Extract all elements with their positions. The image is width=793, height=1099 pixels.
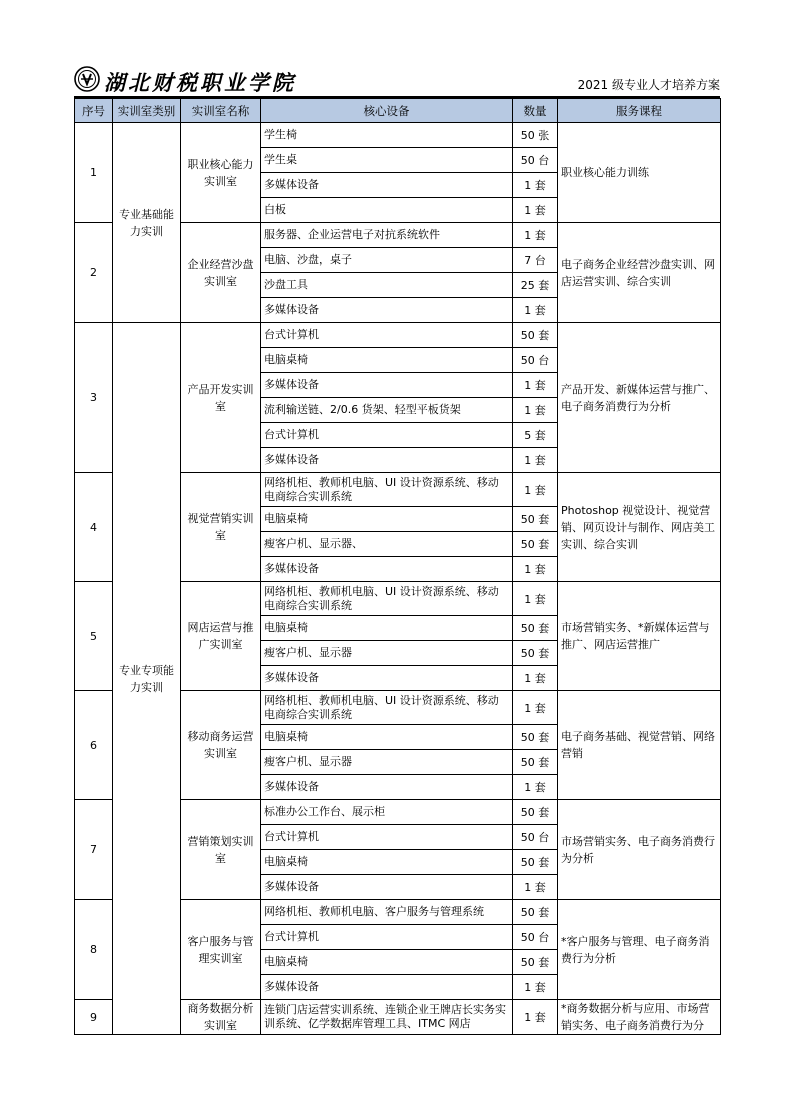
equipment-cell: 流利输送链、2/0.6 货架、轻型平板货架: [261, 398, 513, 423]
quantity-cell: 50 套: [513, 900, 558, 925]
room-name: 商务数据分析实训室: [181, 1000, 261, 1035]
equipment-cell: 多媒体设备: [261, 975, 513, 1000]
course-cell: 职业核心能力训练: [558, 123, 721, 223]
room-name: 移动商务运营实训室: [181, 691, 261, 800]
quantity-cell: 50 套: [513, 850, 558, 875]
quantity-cell: 50 套: [513, 641, 558, 666]
quantity-cell: 1 套: [513, 173, 558, 198]
quantity-cell: 50 套: [513, 507, 558, 532]
category-cell: 专业专项能力实训: [113, 323, 181, 1035]
equipment-cell: 多媒体设备: [261, 448, 513, 473]
quantity-cell: 1 套: [513, 198, 558, 223]
quantity-cell: 50 台: [513, 148, 558, 173]
column-header: 序号: [75, 99, 113, 123]
quantity-cell: 1 套: [513, 775, 558, 800]
course-cell: 电子商务企业经营沙盘实训、网店运营实训、综合实训: [558, 223, 721, 323]
equipment-cell: 台式计算机: [261, 423, 513, 448]
equipment-cell: 网络机柜、教师机电脑、UI 设计资源系统、移动电商综合实训系统: [261, 582, 513, 616]
table-row: [75, 323, 721, 348]
quantity-cell: 1 套: [513, 1000, 558, 1035]
row-number: 9: [75, 1000, 113, 1035]
row-number: 6: [75, 691, 113, 800]
room-name: 产品开发实训室: [181, 323, 261, 473]
equipment-cell: 多媒体设备: [261, 298, 513, 323]
quantity-cell: 25 套: [513, 273, 558, 298]
training-room-table: [74, 98, 721, 1035]
room-name: 企业经营沙盘实训室: [181, 223, 261, 323]
school-logo-icon: [74, 66, 100, 92]
quantity-cell: 50 台: [513, 925, 558, 950]
equipment-cell: 瘦客户机、显示器、: [261, 532, 513, 557]
column-header: 核心设备: [261, 99, 513, 123]
course-cell: 电子商务基础、视觉营销、网络营销: [558, 691, 721, 800]
equipment-cell: 电脑桌椅: [261, 507, 513, 532]
row-number: 4: [75, 473, 113, 582]
table-header-row: [75, 99, 721, 123]
quantity-cell: 50 台: [513, 825, 558, 850]
quantity-cell: 1 套: [513, 975, 558, 1000]
school-name: 湖北财税职业学院: [104, 70, 296, 95]
equipment-cell: 网络机柜、教师机电脑、UI 设计资源系统、移动电商综合实训系统: [261, 473, 513, 507]
quantity-cell: 50 套: [513, 800, 558, 825]
row-number: 1: [75, 123, 113, 223]
quantity-cell: 1 套: [513, 557, 558, 582]
quantity-cell: 1 套: [513, 691, 558, 725]
quantity-cell: 50 套: [513, 532, 558, 557]
equipment-cell: 服务器、企业运营电子对抗系统软件: [261, 223, 513, 248]
equipment-cell: 电脑桌椅: [261, 725, 513, 750]
quantity-cell: 50 套: [513, 950, 558, 975]
quantity-cell: 1 套: [513, 473, 558, 507]
room-name: 视觉营销实训室: [181, 473, 261, 582]
equipment-cell: 电脑桌椅: [261, 616, 513, 641]
equipment-cell: 多媒体设备: [261, 173, 513, 198]
quantity-cell: 1 套: [513, 666, 558, 691]
quantity-cell: 50 套: [513, 750, 558, 775]
course-cell: 产品开发、新媒体运营与推广、电子商务消费行为分析: [558, 323, 721, 473]
column-header: 实训室名称: [181, 99, 261, 123]
row-number: 2: [75, 223, 113, 323]
quantity-cell: 1 套: [513, 298, 558, 323]
equipment-cell: 电脑桌椅: [261, 850, 513, 875]
room-name: 客户服务与管理实训室: [181, 900, 261, 1000]
page-header: [74, 64, 720, 98]
row-number: 8: [75, 900, 113, 1000]
equipment-cell: 电脑桌椅: [261, 950, 513, 975]
course-cell: 市场营销实务、*新媒体运营与推广、网店运营推广: [558, 582, 721, 691]
quantity-cell: 50 套: [513, 725, 558, 750]
equipment-cell: 学生椅: [261, 123, 513, 148]
room-name: 营销策划实训室: [181, 800, 261, 900]
equipment-cell: 瘦客户机、显示器: [261, 641, 513, 666]
column-header: 服务课程: [558, 99, 721, 123]
equipment-cell: 多媒体设备: [261, 875, 513, 900]
equipment-cell: 电脑、沙盘，桌子: [261, 248, 513, 273]
equipment-cell: 瘦客户机、显示器: [261, 750, 513, 775]
quantity-cell: 50 张: [513, 123, 558, 148]
quantity-cell: 50 套: [513, 323, 558, 348]
quantity-cell: 50 套: [513, 616, 558, 641]
equipment-cell: 多媒体设备: [261, 557, 513, 582]
course-cell: *客户服务与管理、电子商务消费行为分析: [558, 900, 721, 1000]
equipment-cell: 台式计算机: [261, 323, 513, 348]
document-title: 2021 级专业人才培养方案: [577, 78, 720, 92]
row-number: 5: [75, 582, 113, 691]
equipment-cell: 台式计算机: [261, 825, 513, 850]
room-name: 网店运营与推广实训室: [181, 582, 261, 691]
quantity-cell: 1 套: [513, 223, 558, 248]
equipment-cell: 多媒体设备: [261, 775, 513, 800]
equipment-cell: 连锁门店运营实训系统、连锁企业王牌店长实务实训系统、亿学数据库管理工具、ITMC 网店: [261, 1000, 513, 1035]
row-number: 7: [75, 800, 113, 900]
quantity-cell: 1 套: [513, 398, 558, 423]
quantity-cell: 1 套: [513, 582, 558, 616]
quantity-cell: 50 台: [513, 348, 558, 373]
equipment-cell: 标准办公工作台、展示柜: [261, 800, 513, 825]
course-cell: Photoshop 视觉设计、视觉营销、网页设计与制作、网店美工实训、综合实训: [558, 473, 721, 582]
column-header: 实训室类别: [113, 99, 181, 123]
quantity-cell: 7 台: [513, 248, 558, 273]
row-number: 3: [75, 323, 113, 473]
quantity-cell: 5 套: [513, 423, 558, 448]
equipment-cell: 台式计算机: [261, 925, 513, 950]
equipment-cell: 学生桌: [261, 148, 513, 173]
equipment-cell: 多媒体设备: [261, 666, 513, 691]
quantity-cell: 1 套: [513, 448, 558, 473]
equipment-cell: 电脑桌椅: [261, 348, 513, 373]
equipment-cell: 网络机柜、教师机电脑、UI 设计资源系统、移动电商综合实训系统: [261, 691, 513, 725]
table-row: [75, 123, 721, 148]
equipment-cell: 沙盘工具: [261, 273, 513, 298]
course-cell: 市场营销实务、电子商务消费行为分析: [558, 800, 721, 900]
category-cell: 专业基础能力实训: [113, 123, 181, 323]
equipment-cell: 网络机柜、教师机电脑、客户服务与管理系统: [261, 900, 513, 925]
quantity-cell: 1 套: [513, 373, 558, 398]
course-cell: *商务数据分析与应用、市场营销实务、电子商务消费行为分: [558, 1000, 721, 1035]
quantity-cell: 1 套: [513, 875, 558, 900]
equipment-cell: 多媒体设备: [261, 373, 513, 398]
equipment-cell: 白板: [261, 198, 513, 223]
column-header: 数量: [513, 99, 558, 123]
room-name: 职业核心能力实训室: [181, 123, 261, 223]
